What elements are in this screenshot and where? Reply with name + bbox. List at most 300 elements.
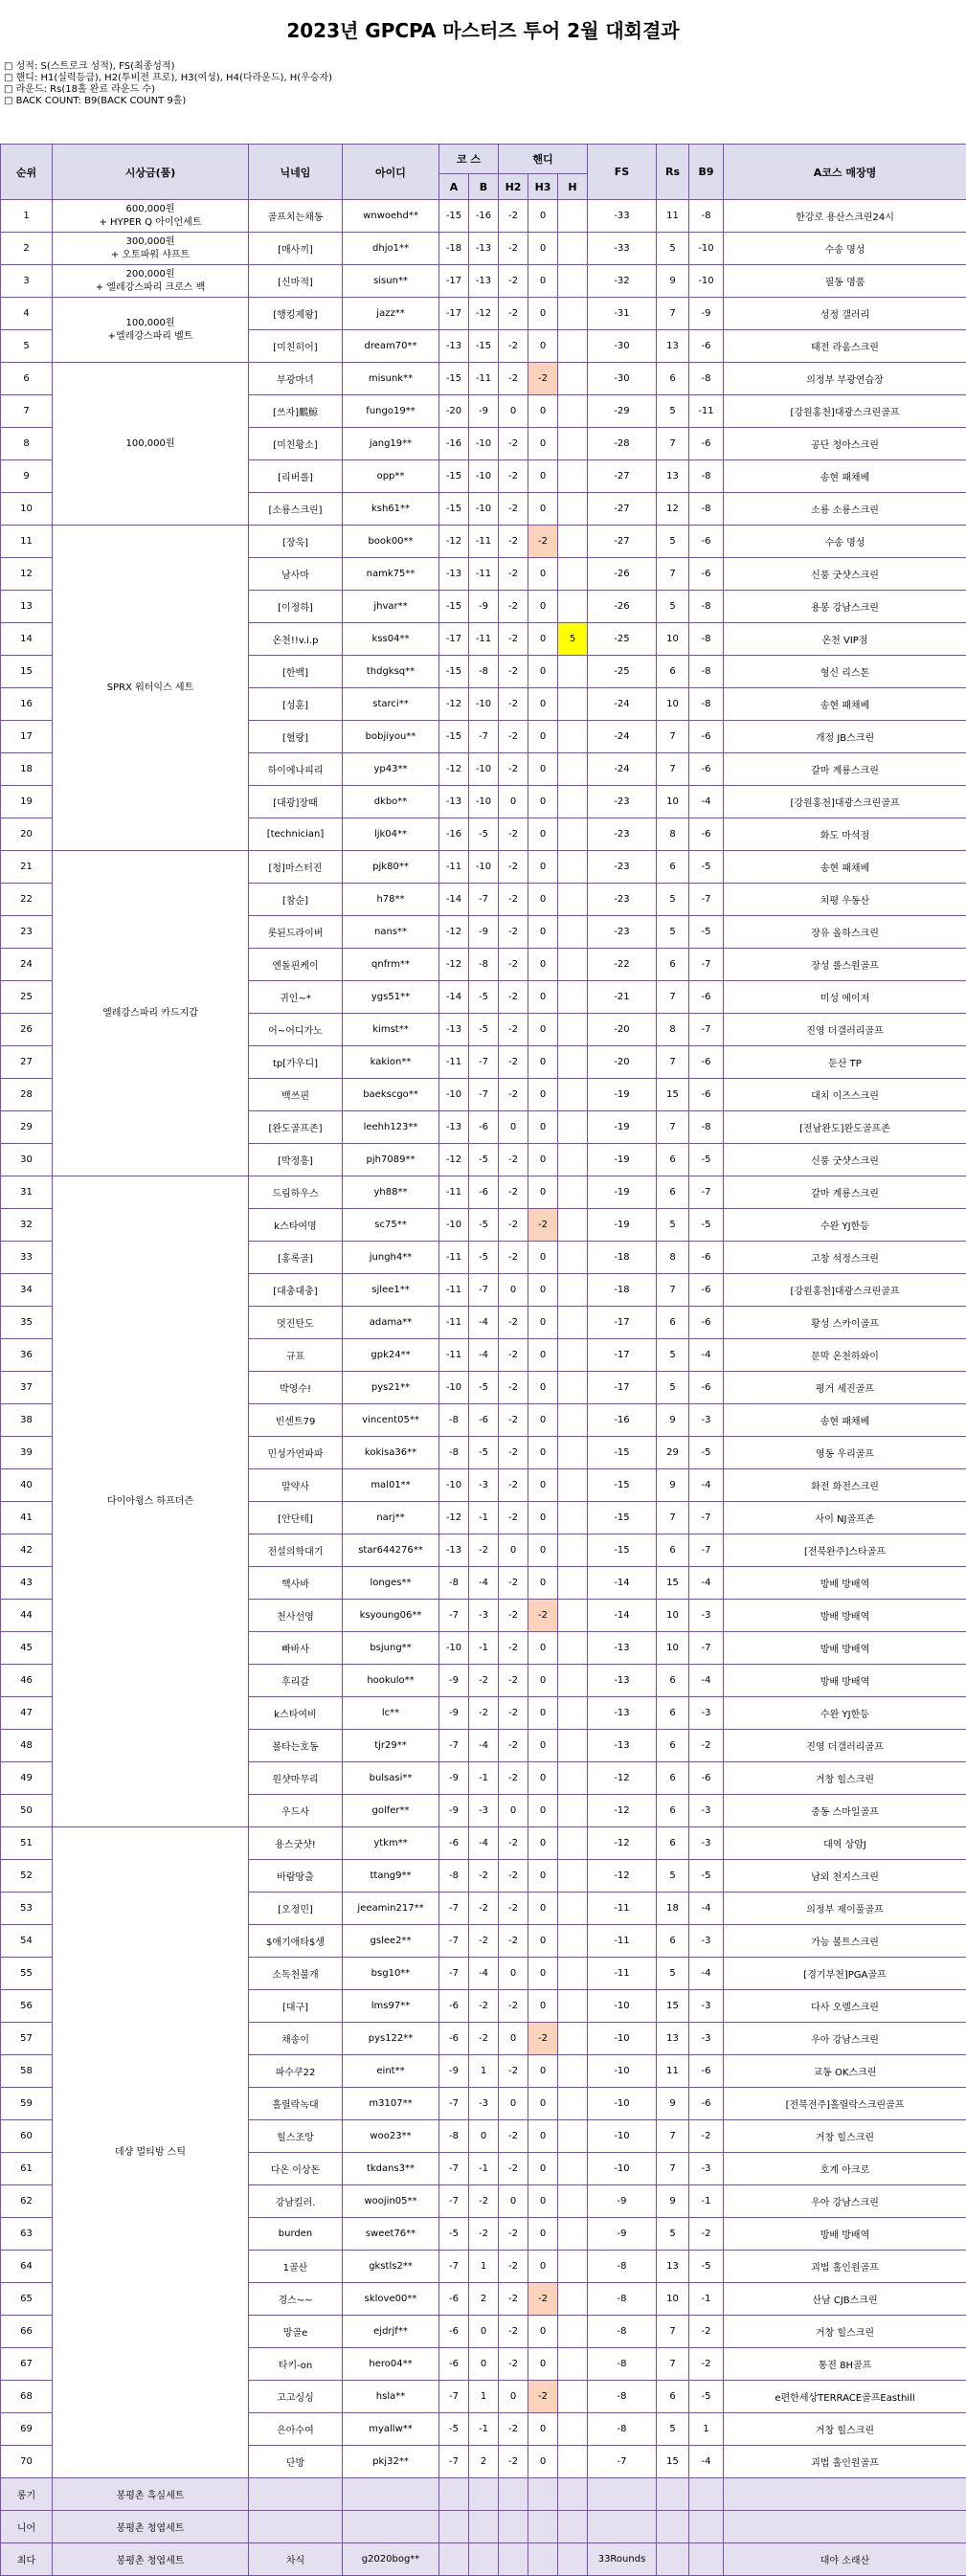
rank-cell: 19	[1, 786, 53, 818]
nickname-cell: [리버롤]	[249, 460, 343, 493]
award-prize-cell: 봉평촌 청엽세트	[53, 2511, 249, 2543]
fs-cell: -30	[588, 363, 657, 395]
handi-h2-cell: -2	[499, 1697, 528, 1730]
handi-h-cell	[558, 851, 588, 884]
handi-h2-cell: -2	[499, 721, 528, 753]
rank-cell: 47	[1, 1697, 53, 1730]
score-b-cell: -9	[469, 591, 499, 623]
handi-h2-cell: -2	[499, 2413, 528, 2446]
score-a-cell: -6	[439, 2316, 469, 2348]
handi-h-cell	[558, 1274, 588, 1307]
id-cell: pjh7089**	[343, 1144, 439, 1176]
b9-cell: -3	[689, 1990, 724, 2023]
handi-h-cell	[558, 1665, 588, 1697]
id-cell: g2020bog**	[343, 2543, 439, 2576]
empty-cell	[499, 2511, 528, 2543]
store-cell: 평거 세진골프	[724, 1372, 966, 1404]
score-b-cell: -11	[469, 623, 499, 656]
b9-cell: -7	[689, 1502, 724, 1534]
handi-h3-cell: -2	[528, 2381, 558, 2413]
award-type-cell: 니어	[1, 2511, 53, 2543]
nickname-cell: 강남킬러.	[249, 2185, 343, 2218]
id-cell: jungh4**	[343, 1242, 439, 1274]
id-cell: leehh123**	[343, 1111, 439, 1144]
store-cell: 거창 힐스크린	[724, 2120, 966, 2153]
handi-h3-cell: -2	[528, 2023, 558, 2055]
score-a-cell: -11	[439, 1339, 469, 1372]
nickname-cell: 우드사	[249, 1795, 343, 1827]
id-cell: ytkm**	[343, 1827, 439, 1860]
nickname-cell: 고고싱싱	[249, 2381, 343, 2413]
store-cell: 우아 강남스크린	[724, 2023, 966, 2055]
empty-cell	[469, 2478, 499, 2511]
rs-cell: 13	[657, 2251, 689, 2283]
b9-cell: -6	[689, 721, 724, 753]
id-cell: hookulo**	[343, 1665, 439, 1697]
legend-note: □ 라운드: Rs(18홀 완료 라운드 수)	[4, 84, 966, 96]
score-a-cell: -15	[439, 591, 469, 623]
score-b-cell: -2	[469, 1893, 499, 1925]
rank-cell: 55	[1, 1958, 53, 1990]
rs-cell: 10	[657, 1600, 689, 1632]
rs-cell: 5	[657, 395, 689, 428]
id-cell: sklove00**	[343, 2283, 439, 2316]
rs-cell: 6	[657, 1795, 689, 1827]
handi-h-cell	[558, 2283, 588, 2316]
empty-cell	[499, 2478, 528, 2511]
handi-h3-cell: 0	[528, 818, 558, 851]
b9-cell: -8	[689, 200, 724, 233]
handi-h2-cell: -2	[499, 200, 528, 233]
prize-cell	[53, 233, 249, 265]
b9-cell: -3	[689, 1795, 724, 1827]
fs-cell: -11	[588, 1893, 657, 1925]
rs-cell: 5	[657, 2413, 689, 2446]
nickname-cell: tp[가우디]	[249, 1046, 343, 1079]
handi-h3-cell: 0	[528, 1046, 558, 1079]
score-a-cell: -6	[439, 2283, 469, 2316]
score-a-cell: -20	[439, 395, 469, 428]
rs-cell: 7	[657, 1046, 689, 1079]
handi-h3-cell: 0	[528, 591, 558, 623]
score-a-cell: -12	[439, 1144, 469, 1176]
fs-cell: -10	[588, 2055, 657, 2088]
nickname-cell: 차식	[249, 2543, 343, 2576]
nickname-cell: $애기애타$생	[249, 1925, 343, 1958]
handi-h-cell	[558, 1404, 588, 1437]
nickname-cell: [미친황소]	[249, 428, 343, 460]
handi-h3-cell: 0	[528, 1958, 558, 1990]
handi-h-cell	[558, 1925, 588, 1958]
score-a-cell: -10	[439, 1469, 469, 1502]
score-b-cell: -9	[469, 916, 499, 949]
store-cell: [전북전주]홀릴락스크린골프	[724, 2088, 966, 2120]
handi-h-cell	[558, 2316, 588, 2348]
handi-h3-cell: 0	[528, 1534, 558, 1567]
rs-cell: 6	[657, 851, 689, 884]
store-cell: 우아 강남스크린	[724, 2185, 966, 2218]
score-b-cell: -10	[469, 428, 499, 460]
rank-cell: 50	[1, 1795, 53, 1827]
handi-h2-cell: -2	[499, 298, 528, 330]
rank-cell: 59	[1, 2088, 53, 2120]
rs-cell: 15	[657, 1079, 689, 1111]
handi-h2-cell: -2	[499, 2120, 528, 2153]
score-a-cell: -6	[439, 2348, 469, 2381]
rank-cell: 37	[1, 1372, 53, 1404]
score-b-cell: -10	[469, 493, 499, 526]
handi-h2-cell: 0	[499, 786, 528, 818]
handi-h3-cell: 0	[528, 1307, 558, 1339]
store-cell: 갈마 계룡스크린	[724, 753, 966, 786]
handi-h2-cell: -2	[499, 363, 528, 395]
handi-h-cell	[558, 884, 588, 916]
store-cell	[724, 2511, 966, 2543]
rank-cell: 52	[1, 1860, 53, 1893]
handi-h3-cell: 0	[528, 1111, 558, 1144]
handi-h3-cell: 0	[528, 2153, 558, 2185]
handi-h3-cell: 0	[528, 1437, 558, 1469]
rs-cell: 5	[657, 233, 689, 265]
id-cell: ttang9**	[343, 1860, 439, 1893]
handi-h2-cell: 0	[499, 1274, 528, 1307]
id-cell: pjk80**	[343, 851, 439, 884]
id-cell: gslee2**	[343, 1925, 439, 1958]
handi-h3-cell: 0	[528, 2120, 558, 2153]
b9-cell: -6	[689, 428, 724, 460]
store-cell: 송현 패채베	[724, 851, 966, 884]
nickname-cell: [매사끼]	[249, 233, 343, 265]
handi-h2-cell: -2	[499, 656, 528, 688]
score-a-cell: -8	[439, 2120, 469, 2153]
score-b-cell: -5	[469, 1372, 499, 1404]
nickname-cell: k스타여비	[249, 1697, 343, 1730]
rs-cell: 13	[657, 460, 689, 493]
rs-cell: 5	[657, 1209, 689, 1242]
b9-cell: -6	[689, 526, 724, 558]
b9-cell: -3	[689, 1404, 724, 1437]
handi-h2-cell: -2	[499, 1600, 528, 1632]
score-a-cell: -6	[439, 2023, 469, 2055]
handi-h2-cell: -2	[499, 591, 528, 623]
handi-h3-cell: 0	[528, 2055, 558, 2088]
rank-cell: 14	[1, 623, 53, 656]
handi-h-cell	[558, 1209, 588, 1242]
b9-cell: -2	[689, 1730, 724, 1762]
score-b-cell: -2	[469, 1990, 499, 2023]
score-a-cell: -8	[439, 1567, 469, 1600]
header-rank: 순위	[1, 145, 53, 200]
fs-cell: -8	[588, 2316, 657, 2348]
handi-h-cell	[558, 526, 588, 558]
handi-h3-cell: -2	[528, 1209, 558, 1242]
handi-h3-cell: 0	[528, 2218, 558, 2251]
store-cell: [경기부천]PGA골프	[724, 1958, 966, 1990]
id-cell: yp43**	[343, 753, 439, 786]
score-b-cell: -5	[469, 1014, 499, 1046]
fs-cell: -23	[588, 851, 657, 884]
prize-line: + 엘레강스파리 크로스 백	[53, 281, 248, 295]
handi-h3-cell: 0	[528, 1014, 558, 1046]
rs-cell: 6	[657, 1665, 689, 1697]
id-cell: tjr29**	[343, 1730, 439, 1762]
store-cell: 거창 힐스크린	[724, 1762, 966, 1795]
prize-line: 데샹 멀티밤 스틱	[53, 2146, 248, 2160]
nickname-cell: 빈센트79	[249, 1404, 343, 1437]
handi-h3-cell: 0	[528, 1665, 558, 1697]
store-cell: 화도 마석점	[724, 818, 966, 851]
rank-cell: 21	[1, 851, 53, 884]
table-row	[1, 233, 966, 265]
page-title: 2023년 GPCPA 마스터즈 투어 2월 대회결과	[0, 0, 966, 61]
rank-cell: 43	[1, 1567, 53, 1600]
nickname-cell: 볼타는호동	[249, 1730, 343, 1762]
handi-h2-cell: -2	[499, 1079, 528, 1111]
rs-cell: 6	[657, 1176, 689, 1209]
id-cell: hero04**	[343, 2348, 439, 2381]
score-b-cell: -5	[469, 1242, 499, 1274]
prize-line: 100,000원	[53, 317, 248, 330]
score-b-cell: -10	[469, 851, 499, 884]
rs-cell: 7	[657, 2316, 689, 2348]
handi-h2-cell: -2	[499, 1046, 528, 1079]
header-nickname: 닉네임	[249, 145, 343, 200]
id-cell: ljk04**	[343, 818, 439, 851]
store-cell: [강원홍천]대광스크린골프	[724, 1274, 966, 1307]
id-cell: starci**	[343, 688, 439, 721]
prize-cell	[53, 265, 249, 298]
handi-h2-cell: -2	[499, 1469, 528, 1502]
b9-cell: -5	[689, 916, 724, 949]
score-a-cell: -7	[439, 1893, 469, 1925]
id-cell: bobjiyou**	[343, 721, 439, 753]
handi-h-cell	[558, 1437, 588, 1469]
score-b-cell: -3	[469, 2088, 499, 2120]
rs-cell: 5	[657, 916, 689, 949]
nickname-cell: [안단테]	[249, 1502, 343, 1534]
score-b-cell: -7	[469, 1046, 499, 1079]
rs-cell: 6	[657, 1534, 689, 1567]
nickname-cell: [소룡스크린]	[249, 493, 343, 526]
score-b-cell: 1	[469, 2381, 499, 2413]
empty-cell	[657, 2543, 689, 2576]
rank-cell: 48	[1, 1730, 53, 1762]
fs-cell: -19	[588, 1079, 657, 1111]
score-b-cell: -1	[469, 1762, 499, 1795]
fs-cell: -8	[588, 2348, 657, 2381]
header-store: A코스 매장명	[724, 145, 966, 200]
prize-line: 다이아윙스 하프더즌	[53, 1495, 248, 1509]
rs-cell: 7	[657, 753, 689, 786]
handi-h-cell	[558, 1339, 588, 1372]
prize-line: SPRX 워터익스 세트	[53, 682, 248, 695]
empty-cell	[689, 2478, 724, 2511]
handi-h3-cell: 0	[528, 428, 558, 460]
rank-cell: 9	[1, 460, 53, 493]
fs-cell: -20	[588, 1014, 657, 1046]
rs-cell: 29	[657, 1437, 689, 1469]
store-cell: 다사 오렐스크린	[724, 1990, 966, 2023]
nickname-cell: [박정흥]	[249, 1144, 343, 1176]
nickname-cell: 천사선영	[249, 1600, 343, 1632]
handi-h3-cell: 0	[528, 884, 558, 916]
b9-cell: -9	[689, 298, 724, 330]
store-cell: 성정 갤러리	[724, 298, 966, 330]
handi-h-cell	[558, 1079, 588, 1111]
rank-cell: 17	[1, 721, 53, 753]
prize-cell	[53, 1827, 249, 2478]
fs-cell	[588, 2478, 657, 2511]
handi-h3-cell: 0	[528, 460, 558, 493]
rank-cell: 44	[1, 1600, 53, 1632]
b9-cell: -6	[689, 2055, 724, 2088]
b9-cell: -6	[689, 981, 724, 1014]
handi-h3-cell: 0	[528, 330, 558, 363]
rs-cell: 9	[657, 2088, 689, 2120]
id-cell: mal01**	[343, 1469, 439, 1502]
handi-h2-cell: -2	[499, 1762, 528, 1795]
id-cell: ejdrjf**	[343, 2316, 439, 2348]
award-prize-cell: 봉평촌 청엽세트	[53, 2543, 249, 2576]
handi-h-cell	[558, 200, 588, 233]
score-a-cell: -16	[439, 428, 469, 460]
header-id: 아이디	[343, 145, 439, 200]
header-a: A	[439, 174, 469, 200]
rank-cell: 57	[1, 2023, 53, 2055]
handi-h-cell	[558, 656, 588, 688]
rank-cell: 24	[1, 949, 53, 981]
rank-cell: 60	[1, 2120, 53, 2153]
score-a-cell: -7	[439, 2381, 469, 2413]
handi-h2-cell: -2	[499, 265, 528, 298]
id-cell: thdgksq**	[343, 656, 439, 688]
table-row	[1, 1827, 966, 1860]
rs-cell: 8	[657, 818, 689, 851]
rank-cell: 31	[1, 1176, 53, 1209]
nickname-cell: 경스~~	[249, 2283, 343, 2316]
store-cell: 진영 더갤러리골프	[724, 1014, 966, 1046]
score-a-cell: -12	[439, 688, 469, 721]
store-cell: 산남 CJB스크린	[724, 2283, 966, 2316]
rank-cell: 34	[1, 1274, 53, 1307]
rank-cell: 7	[1, 395, 53, 428]
legend-note: □ 성적: S(스트로크 성적), FS(최종성적)	[4, 61, 966, 73]
b9-cell: -5	[689, 2251, 724, 2283]
score-a-cell: -15	[439, 721, 469, 753]
table-row	[1, 200, 966, 233]
rs-cell: 7	[657, 981, 689, 1014]
empty-cell	[499, 2543, 528, 2576]
rank-cell: 13	[1, 591, 53, 623]
b9-cell: -4	[689, 1567, 724, 1600]
nickname-cell: [참순]	[249, 884, 343, 916]
score-b-cell: 2	[469, 2283, 499, 2316]
prize-line: 엘레강스파리 카드지갑	[53, 1007, 248, 1020]
fs-cell: -12	[588, 1762, 657, 1795]
handi-h-cell	[558, 2413, 588, 2446]
prize-line: 600,000원	[53, 203, 248, 216]
b9-cell: -3	[689, 2023, 724, 2055]
b9-cell: -3	[689, 2153, 724, 2185]
score-b-cell: -1	[469, 2153, 499, 2185]
rs-cell: 13	[657, 2023, 689, 2055]
store-cell	[724, 2478, 966, 2511]
fs-cell: 33Rounds	[588, 2543, 657, 2576]
store-cell: 치평 우동산	[724, 884, 966, 916]
rs-cell: 5	[657, 1372, 689, 1404]
empty-cell	[657, 2478, 689, 2511]
handi-h2-cell: -2	[499, 330, 528, 363]
rank-cell: 42	[1, 1534, 53, 1567]
handi-h-cell	[558, 1730, 588, 1762]
nickname-cell: [대충대충]	[249, 1274, 343, 1307]
rs-cell: 5	[657, 1339, 689, 1372]
table-row	[1, 526, 966, 558]
score-a-cell: -7	[439, 2446, 469, 2478]
score-b-cell: -7	[469, 721, 499, 753]
handi-h2-cell: -2	[499, 851, 528, 884]
nickname-cell: 롯된드라이버	[249, 916, 343, 949]
nickname-cell: 단방	[249, 2446, 343, 2478]
handi-h3-cell: -2	[528, 363, 558, 395]
score-b-cell: -10	[469, 688, 499, 721]
b9-cell: -7	[689, 1534, 724, 1567]
handi-h-cell	[558, 2348, 588, 2381]
score-a-cell: -11	[439, 1176, 469, 1209]
store-cell: 황성 스카이골프	[724, 1307, 966, 1339]
fs-cell: -8	[588, 2381, 657, 2413]
store-cell: 수송 명성	[724, 526, 966, 558]
id-cell: jhvar**	[343, 591, 439, 623]
id-cell: book00**	[343, 526, 439, 558]
award-prize-cell: 봉평촌 흑실세트	[53, 2478, 249, 2511]
nickname-cell: 바람땅출	[249, 1860, 343, 1893]
handi-h2-cell: -2	[499, 688, 528, 721]
nickname-cell: [청]마스터진	[249, 851, 343, 884]
score-b-cell: -16	[469, 200, 499, 233]
id-cell	[343, 2478, 439, 2511]
nickname-cell: 용스굿샷!	[249, 1827, 343, 1860]
score-a-cell: -5	[439, 2218, 469, 2251]
award-row	[1, 2478, 966, 2511]
handi-h-cell	[558, 1795, 588, 1827]
score-b-cell: -2	[469, 1534, 499, 1567]
fs-cell: -24	[588, 721, 657, 753]
rs-cell: 5	[657, 884, 689, 916]
fs-cell: -23	[588, 818, 657, 851]
b9-cell: -4	[689, 1893, 724, 1925]
handi-h3-cell: 0	[528, 1730, 558, 1762]
store-cell: [강원홍천]대광스크린골프	[724, 786, 966, 818]
handi-h2-cell: -2	[499, 1307, 528, 1339]
handi-h2-cell: -2	[499, 1404, 528, 1437]
b9-cell: -5	[689, 1437, 724, 1469]
id-cell: qnfrm**	[343, 949, 439, 981]
b9-cell: -7	[689, 884, 724, 916]
handi-h3-cell: 0	[528, 1242, 558, 1274]
fs-cell: -15	[588, 1469, 657, 1502]
score-a-cell: -15	[439, 493, 469, 526]
fs-cell: -18	[588, 1242, 657, 1274]
store-cell: 괴법 홀인원골프	[724, 2251, 966, 2283]
id-cell: adama**	[343, 1307, 439, 1339]
score-b-cell: -3	[469, 1795, 499, 1827]
id-cell: kokisa36**	[343, 1437, 439, 1469]
store-cell: 대치 이즈스크린	[724, 1079, 966, 1111]
id-cell: dkbo**	[343, 786, 439, 818]
handi-h3-cell: 0	[528, 2348, 558, 2381]
rank-cell: 32	[1, 1209, 53, 1242]
